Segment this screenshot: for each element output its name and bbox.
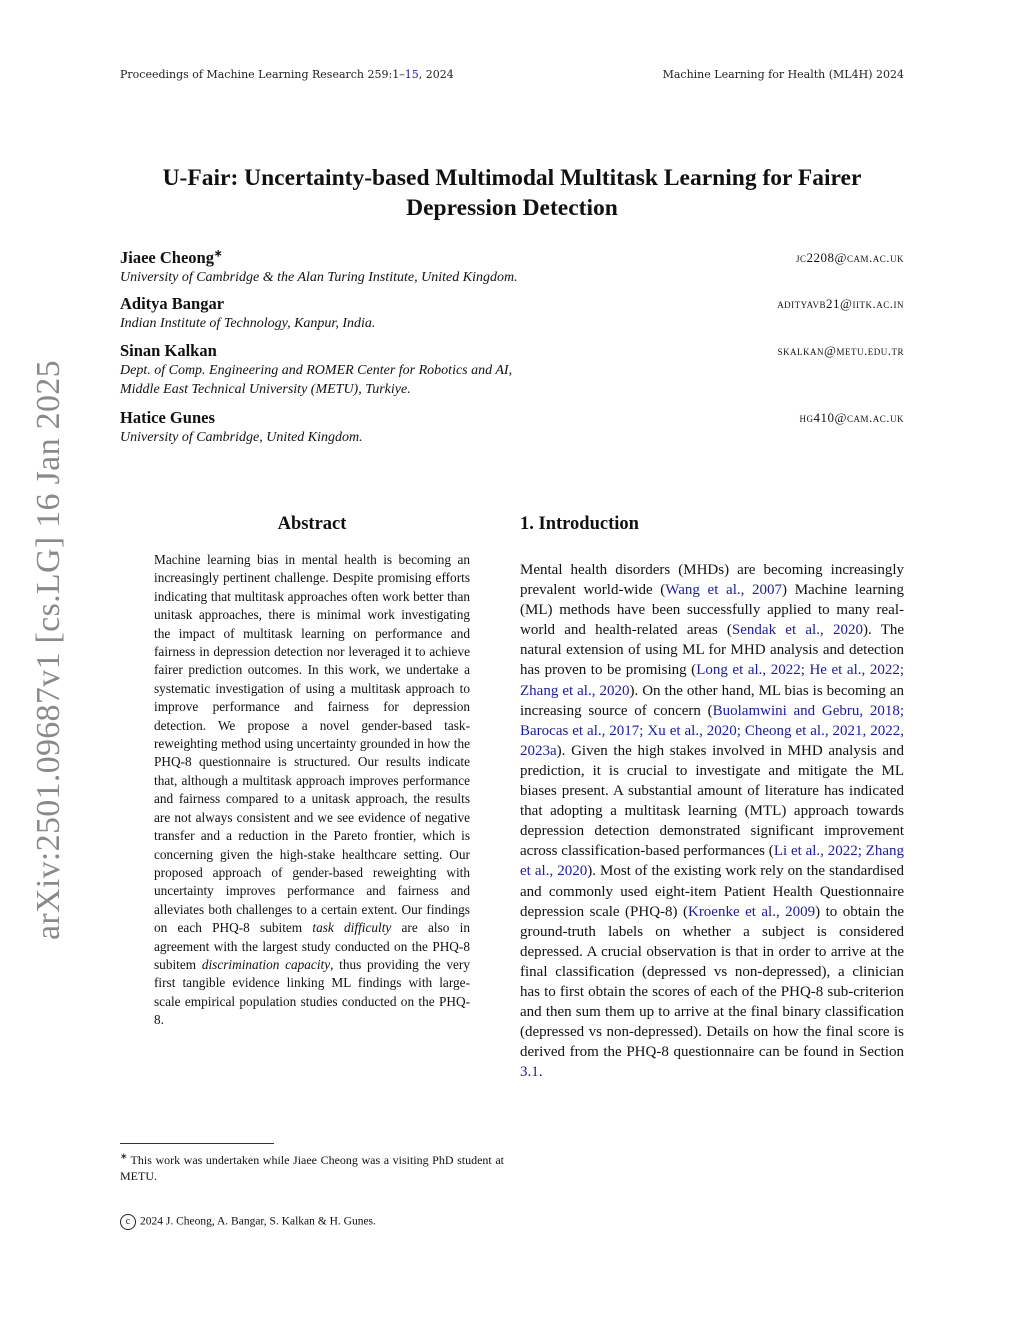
copyright-icon: c xyxy=(120,1214,136,1230)
author-entry xyxy=(120,408,904,447)
arxiv-stamp: arXiv:2501.09687v1 [cs.LG] 16 Jan 2025 xyxy=(30,360,67,940)
citation-link[interactable]: Buolamwini and Gebru, 2018; Barocas et al., 2017; Xu et al., 2020; Cheong et al., 2021, 2022, 2023a xyxy=(520,702,905,759)
section-heading-introduction: 1. Introduction xyxy=(520,514,639,534)
author-email[interactable]: adityavb21@iitk.ac.in xyxy=(777,296,904,311)
emphasis-task-difficulty: task difficulty xyxy=(312,920,392,936)
author-affiliation: Middle East Technical University (METU), Turkiye. xyxy=(120,382,411,397)
author-affiliation: Dept. of Comp. Engineering and ROMER Center for Robotics and AI, xyxy=(120,363,513,378)
emphasis-discrimination-capacity: discrimination capacity xyxy=(201,956,331,972)
footnote-text: This work was undertaken while Jiaee Cheong was a visiting PhD student at METU. xyxy=(120,1153,504,1183)
author-name: Sinan Kalkan xyxy=(120,341,217,360)
author-name: Aditya Bangar xyxy=(120,294,225,313)
author-affiliation: University of Cambridge & the Alan Turing Institute, United Kingdom. xyxy=(120,270,518,285)
author-entry xyxy=(120,341,904,399)
citation-link[interactable]: Long et al., 2022; He et al., 2022; Zhang et al., 2020 xyxy=(520,662,904,699)
author-entry xyxy=(120,248,904,287)
introduction-body: Mental health disorders (MHDs) are becoming increasingly prevalent world-wide (Wang et al., 2007) Machine learning (ML) methods have been successfully applied to many real-world and health-related areas (Sendak et al., 2020). The natural extension of using ML for MHD analysis and detection has proven to be promising (Long et al., 2022; He et al., 2022; Zhang et al., 2020). On the other hand, ML bias is becoming an increasing source of concern (Buolamwini and Gebru, 2018; Barocas et al., 2017; Xu et al., 2020; Cheong et al., 2021, 2022, 2023a). Given the high stakes involved in MHD analysis and prediction, it is crucial to investigate and mitigate the ML biases present. A substantial amount of literature has indicated that adopting a multitask learning (MTL) approach towards depression detection demonstrated significant improvement across classification-based performances (Li et al., 2022; Zhang et al., 2020). Most of the existing work rely on the standardised and commonly used eight-item Patient Health Questionnaire depression scale (PHQ-8) (Kroenke et al., 2009) to obtain the ground-truth labels on whether a subject is considered depressed. A crucial observation is that in order to arrive at the final classification (depressed vs non-depressed), a clinician has to first obtain the scores of each of the PHQ-8 sub-criterion and then sum them up to arrive at the final binary classification (depressed vs non-depressed). Details on how the final score is derived from the PHQ-8 questionnaire can be found in Section 3.1. xyxy=(520,562,905,1081)
author-name: Hatice Gunes xyxy=(120,408,215,427)
abstract-body: Machine learning bias in mental health is becoming an increasingly pertinent challenge. Despite promising efforts indicating that multitask approaches often work better than unitask approaches, there is minimal work investigating the impact of multitask learning on performance and fairness in depression detection nor leveraged it to achieve fairer prediction outcomes. In this work, we undertake a systematic investigation of using a multitask approach to improve performance and fairness for depression detection. We propose a novel gender-based task-reweighting method using uncertainty grounded in how the PHQ-8 questionnaire is structured. Our results indicate that, although a multitask approach improves performance and fairness compared to a unitask approach, the results are not always consistent and we see evidence of negative transfer and a reduction in the Pareto frontier, which is concerning given the high-stake healthcare setting. Our proposed approach of gender-based reweighting with uncertainty improves performance and fairness and alleviates both challenges to a certain extent. Our findings on each PHQ-8 subitem task difficulty are also in agreement with the largest study conducted on the PHQ-8 subitem discrimination capacity, thus providing the very first tangible evidence linking ML findings with large-scale empirical population studies conducted on the PHQ-8. xyxy=(154,552,470,1028)
author-email[interactable]: hg410@cam.ac.uk xyxy=(799,410,904,425)
citation-link[interactable]: Sendak et al., 2020 xyxy=(731,622,863,639)
abstract-heading: Abstract xyxy=(277,514,347,534)
footnote-marker[interactable]: ∗ xyxy=(213,248,223,260)
author-name: Jiaee Cheong∗ xyxy=(120,248,223,267)
author-affiliation: Indian Institute of Technology, Kanpur, India. xyxy=(120,316,376,331)
author-email[interactable]: skalkan@metu.edu.tr xyxy=(777,343,904,358)
footnote xyxy=(120,1148,504,1184)
citation-link[interactable]: Li et al., 2022; Zhang et al., 2020 xyxy=(520,843,905,880)
citation-link[interactable]: Kroenke et al., 2009 xyxy=(687,903,816,920)
copyright-line xyxy=(120,1214,376,1230)
author-affiliation: University of Cambridge, United Kingdom. xyxy=(120,430,363,445)
footnote-marker: ∗ xyxy=(120,1151,128,1161)
section-ref-link[interactable]: 3.1 xyxy=(520,1064,539,1081)
copyright-text: 2024 J. Cheong, A. Bangar, S. Kalkan & H. Gunes. xyxy=(140,1215,376,1228)
paper-title: U-Fair: Uncertainty-based Multimodal Multitask Learning for Fairer Depression Detection xyxy=(162,165,862,221)
citation-link[interactable]: Wang et al., 2007 xyxy=(665,582,783,599)
author-email[interactable]: jc2208@cam.ac.uk xyxy=(796,250,904,265)
running-header-venue: Proceedings of Machine Learning Research 259:1–15, 2024 xyxy=(120,68,454,81)
running-header-track: Machine Learning for Health (ML4H) 2024 xyxy=(662,68,904,81)
footnote-rule xyxy=(120,1143,274,1144)
author-entry xyxy=(120,294,904,333)
last-page-link[interactable]: 15 xyxy=(404,68,419,81)
